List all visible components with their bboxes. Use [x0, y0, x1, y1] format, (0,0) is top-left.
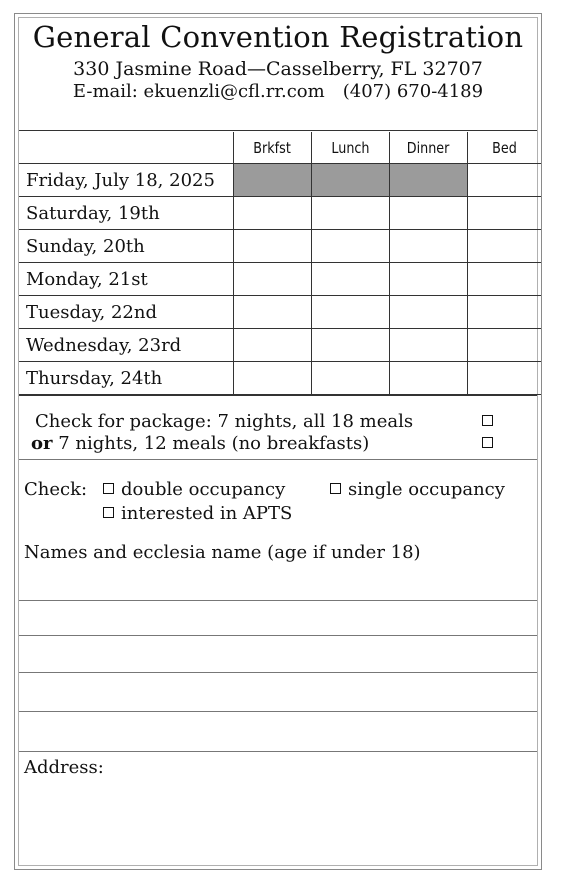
package-line-2-text: 7 nights, 12 meals (no breakfasts)	[52, 433, 370, 454]
entry-cell-dinner[interactable]	[389, 230, 467, 263]
entry-cell-lunch[interactable]	[311, 329, 389, 362]
day-label: Saturday, 19th	[19, 197, 233, 230]
package-divider	[19, 459, 537, 460]
entry-cell-bed[interactable]	[467, 197, 541, 230]
schedule-row	[19, 263, 541, 296]
entry-cell-breakfast[interactable]	[233, 263, 311, 296]
entry-cell-lunch[interactable]	[311, 296, 389, 329]
shaded-cell-breakfast	[233, 164, 311, 197]
day-label: Friday, July 18, 2025	[19, 164, 233, 197]
entry-cell-dinner[interactable]	[389, 197, 467, 230]
day-label: Thursday, 24th	[19, 362, 233, 395]
form-inner-border	[18, 17, 538, 866]
package-or: or	[31, 433, 53, 454]
check-label: Check:	[24, 479, 88, 500]
meal-schedule-table	[19, 132, 541, 395]
entry-cell-lunch[interactable]	[311, 263, 389, 296]
entry-cell-lunch[interactable]	[311, 230, 389, 263]
day-label: Tuesday, 22nd	[19, 296, 233, 329]
blank-header-cell	[19, 132, 233, 164]
schedule-row	[19, 362, 541, 395]
day-label: Wednesday, 23rd	[19, 329, 233, 362]
entry-cell-breakfast[interactable]	[233, 362, 311, 395]
header-divider	[19, 130, 537, 131]
schedule-row	[19, 164, 541, 197]
shaded-cell-lunch	[311, 164, 389, 197]
names-line-3[interactable]	[19, 672, 537, 673]
entry-cell-breakfast[interactable]	[233, 230, 311, 263]
entry-cell-bed[interactable]	[467, 164, 541, 197]
entry-cell-bed[interactable]	[467, 296, 541, 329]
entry-cell-dinner[interactable]	[389, 296, 467, 329]
shaded-cell-dinner	[389, 164, 467, 197]
address-label: Address:	[24, 757, 104, 778]
single-occupancy-option[interactable]	[330, 479, 505, 500]
email-text: E-mail: ekuenzli@cfl.rr.com	[72, 81, 325, 102]
entry-cell-breakfast[interactable]	[233, 197, 311, 230]
mailing-address: 330 Jasmine Road—Casselberry, FL 32707	[73, 58, 483, 80]
names-line-4[interactable]	[19, 711, 537, 712]
entry-cell-bed[interactable]	[467, 329, 541, 362]
double-occupancy-checkbox[interactable]	[103, 483, 114, 494]
names-line-1[interactable]	[19, 600, 537, 601]
entry-cell-breakfast[interactable]	[233, 296, 311, 329]
single-occupancy-label: single occupancy	[348, 479, 505, 500]
single-occupancy-checkbox[interactable]	[330, 483, 341, 494]
apts-option[interactable]	[103, 503, 292, 524]
entry-cell-bed[interactable]	[467, 263, 541, 296]
entry-cell-breakfast[interactable]	[233, 329, 311, 362]
form-header	[19, 18, 537, 130]
entry-cell-bed[interactable]	[467, 362, 541, 395]
entry-cell-dinner[interactable]	[389, 263, 467, 296]
entry-cell-dinner[interactable]	[389, 362, 467, 395]
contact-line	[19, 81, 537, 103]
entry-cell-bed[interactable]	[467, 230, 541, 263]
col-header-lunch: Lunch	[311, 132, 389, 164]
col-header-bed: Bed	[467, 132, 541, 164]
form-title: General Convention Registration	[32, 20, 524, 54]
entry-cell-dinner[interactable]	[389, 329, 467, 362]
package-all-meals-checkbox[interactable]	[482, 415, 493, 426]
package-no-breakfast-checkbox[interactable]	[482, 437, 493, 448]
schedule-row	[19, 329, 541, 362]
schedule-row	[19, 296, 541, 329]
double-occupancy-label: double occupancy	[121, 479, 286, 500]
package-line-2	[31, 433, 369, 454]
col-header-dinner: Dinner	[389, 132, 467, 164]
names-line-5[interactable]	[19, 751, 537, 752]
table-bottom-rule	[19, 395, 537, 396]
names-line-2[interactable]	[19, 635, 537, 636]
schedule-row	[19, 197, 541, 230]
day-label: Sunday, 20th	[19, 230, 233, 263]
apts-checkbox[interactable]	[103, 507, 114, 518]
day-label: Monday, 21st	[19, 263, 233, 296]
apts-label: interested in APTS	[121, 503, 293, 524]
phone-text: (407) 670-4189	[342, 81, 484, 102]
entry-cell-lunch[interactable]	[311, 197, 389, 230]
double-occupancy-option[interactable]	[103, 479, 285, 500]
package-line-1: Check for package: 7 nights, all 18 meals	[35, 411, 414, 432]
entry-cell-lunch[interactable]	[311, 362, 389, 395]
names-label: Names and ecclesia name (age if under 18)	[24, 542, 421, 563]
col-header-breakfast: Brkfst	[233, 132, 311, 164]
schedule-header-row	[19, 132, 541, 164]
schedule-row	[19, 230, 541, 263]
registration-form	[14, 13, 542, 870]
